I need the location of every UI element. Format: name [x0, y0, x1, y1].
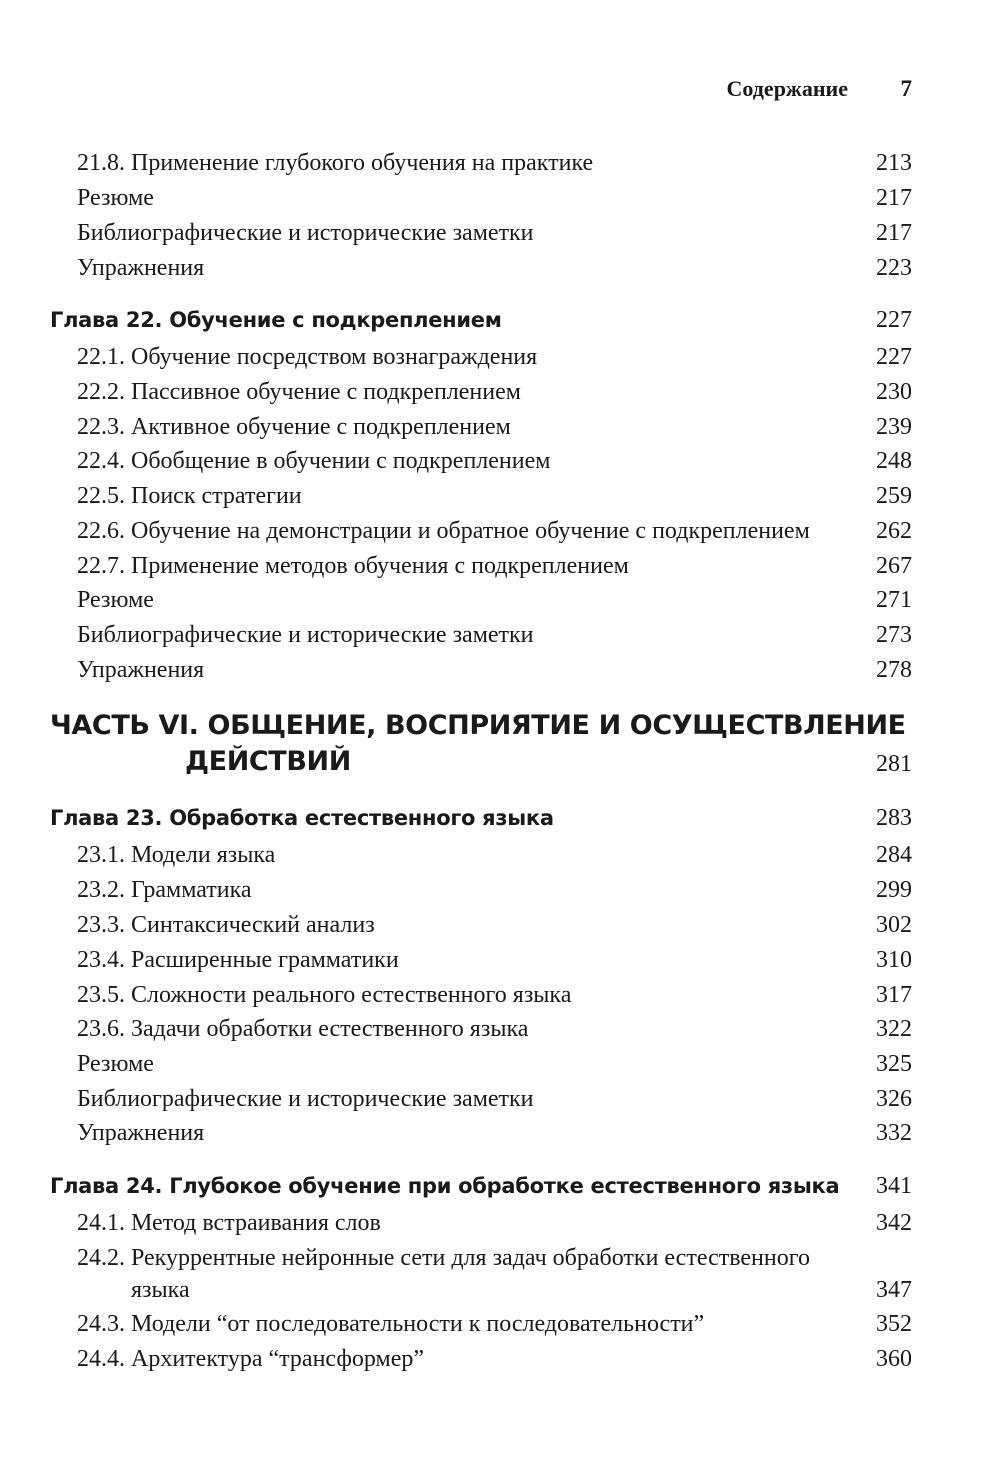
toc-entry-title: 22.3. Активное обучение с подкреплением: [77, 414, 511, 440]
toc-entry-page: 217: [876, 220, 912, 246]
toc-entry[interactable]: [0, 1046, 1000, 1082]
toc-entry-page: 284: [876, 842, 912, 868]
toc-entry-title: Резюме: [77, 587, 154, 613]
toc-entry-page: 271: [876, 587, 912, 613]
toc-entry-page: 223: [876, 255, 912, 281]
toc-entry-title: 22.7. Применение методов обучения с подкреплением: [77, 553, 629, 579]
toc-entry-title: 22.6. Обучение на демонстрации и обратное обучение с подкреплением: [77, 518, 810, 544]
toc-entry[interactable]: [0, 1011, 1000, 1047]
toc-entry[interactable]: [0, 513, 1000, 549]
part-title-line2[interactable]: ДЕЙСТВИЙ: [185, 746, 351, 777]
chapter-page: 227: [876, 307, 912, 333]
toc-entry[interactable]: [0, 548, 1000, 584]
toc-entry-page: 248: [876, 448, 912, 474]
toc-entry-title: 23.2. Грамматика: [77, 877, 252, 903]
toc-entry-title: 22.2. Пассивное обучение с подкреплением: [77, 379, 521, 405]
toc-entry-title: Резюме: [77, 185, 154, 211]
toc-entry-title: 22.5. Поиск стратегии: [77, 483, 302, 509]
chapter-page: 341: [876, 1173, 912, 1199]
toc-entry-page: 310: [876, 947, 912, 973]
page-number: 7: [900, 76, 912, 101]
toc-entry-title: Библиографические и исторические заметки: [77, 1086, 534, 1112]
toc-entry-page: 273: [876, 622, 912, 648]
toc-entry[interactable]: [0, 907, 1000, 943]
toc-entry-title: Упражнения: [77, 255, 205, 281]
chapter-title: Глава 24. Глубокое обучение при обработке естественного языка: [50, 1174, 840, 1198]
toc-entry-page: 267: [876, 553, 912, 579]
toc-entry-title-line2: языка: [131, 1277, 190, 1303]
toc-entry-title: 23.6. Задачи обработки естественного языка: [77, 1016, 529, 1042]
toc-entry-title: 23.3. Синтаксический анализ: [77, 912, 375, 938]
toc-entry-page: 230: [876, 379, 912, 405]
toc-entry-page: 352: [876, 1311, 912, 1337]
toc-entry-page: 342: [876, 1210, 912, 1236]
toc-entry-title: Резюме: [77, 1051, 154, 1077]
toc-entry-title: 22.1. Обучение посредством вознаграждения: [77, 344, 538, 370]
toc-chapter-22[interactable]: [0, 302, 1000, 338]
part-title-line1[interactable]: ЧАСТЬ VI. ОБЩЕНИЕ, ВОСПРИЯТИЕ И ОСУЩЕСТВЛЕНИЕ: [50, 710, 906, 741]
toc-entry-page: 299: [876, 877, 912, 903]
toc-entry-title: Упражнения: [77, 1120, 205, 1146]
toc-entry-page: 326: [876, 1086, 912, 1112]
toc-entry-title: Библиографические и исторические заметки: [77, 220, 534, 246]
toc-entry[interactable]: [0, 374, 1000, 410]
toc-entry-page: 347: [876, 1277, 912, 1303]
toc-entry[interactable]: [0, 339, 1000, 375]
toc-entry-multiline[interactable]: [0, 1240, 1000, 1276]
toc-entry[interactable]: [0, 250, 1000, 286]
toc-entry-page: 217: [876, 185, 912, 211]
toc-entry-title: 24.3. Модели “от последовательности к последовательности”: [77, 1311, 705, 1337]
toc-entry-page: 302: [876, 912, 912, 938]
toc-entry[interactable]: [0, 582, 1000, 618]
toc-entry-title: Библиографические и исторические заметки: [77, 622, 534, 648]
toc-entry-title: Упражнения: [77, 657, 205, 683]
toc-entry[interactable]: [0, 409, 1000, 445]
toc-entry-page: 332: [876, 1120, 912, 1146]
toc-entry[interactable]: [0, 617, 1000, 653]
toc-entry-title-line1: 24.2. Рекуррентные нейронные сети для задач обработки естественного: [77, 1245, 810, 1271]
toc-entry-page: 259: [876, 483, 912, 509]
toc-entry[interactable]: [0, 837, 1000, 873]
toc-entry[interactable]: [0, 942, 1000, 978]
toc-entry-page: 325: [876, 1051, 912, 1077]
toc-entry[interactable]: [0, 652, 1000, 688]
toc-entry[interactable]: [0, 977, 1000, 1013]
chapter-page: 283: [876, 805, 912, 831]
part-page: 281: [876, 751, 912, 777]
toc-entry-title: 23.4. Расширенные грамматики: [77, 947, 399, 973]
toc-entry-page: 213: [876, 150, 912, 176]
toc-entry-title: 22.4. Обобщение в обучении с подкреплением: [77, 448, 551, 474]
toc-entry[interactable]: [0, 1115, 1000, 1151]
running-head-title: Содержание: [726, 76, 848, 101]
toc-entry[interactable]: [0, 1205, 1000, 1241]
toc-entry-page: 239: [876, 414, 912, 440]
toc-entry-title: 21.8. Применение глубокого обучения на практике: [77, 150, 594, 176]
toc-chapter-23[interactable]: [0, 800, 1000, 836]
toc-entry[interactable]: [0, 443, 1000, 479]
toc-entry-continuation[interactable]: [0, 1272, 1000, 1308]
toc-entry[interactable]: [0, 872, 1000, 908]
toc-entry-page: 262: [876, 518, 912, 544]
toc-entry[interactable]: [0, 1341, 1000, 1377]
part-page-row: [0, 746, 1000, 782]
toc-entry-title: 24.4. Архитектура “трансформер”: [77, 1346, 425, 1372]
toc-entry-page: 317: [876, 982, 912, 1008]
toc-entry-title: 23.5. Сложности реального естественного языка: [77, 982, 572, 1008]
toc-chapter-24[interactable]: [0, 1168, 1000, 1204]
toc-entry-page: 322: [876, 1016, 912, 1042]
toc-entry-title: 23.1. Модели языка: [77, 842, 276, 868]
toc-entry[interactable]: [0, 1306, 1000, 1342]
toc-entry-page: 227: [876, 344, 912, 370]
toc-entry-page: 360: [876, 1346, 912, 1372]
toc-entry-title: 24.1. Метод встраивания слов: [77, 1210, 381, 1236]
toc-entry[interactable]: [0, 180, 1000, 216]
toc-entry[interactable]: [0, 215, 1000, 251]
chapter-title: Глава 22. Обучение с подкреплением: [50, 308, 502, 332]
chapter-title: Глава 23. Обработка естественного языка: [50, 806, 554, 830]
toc-entry-page: 278: [876, 657, 912, 683]
toc-entry[interactable]: [0, 145, 1000, 181]
toc-entry[interactable]: [0, 1081, 1000, 1117]
toc-entry[interactable]: [0, 478, 1000, 514]
